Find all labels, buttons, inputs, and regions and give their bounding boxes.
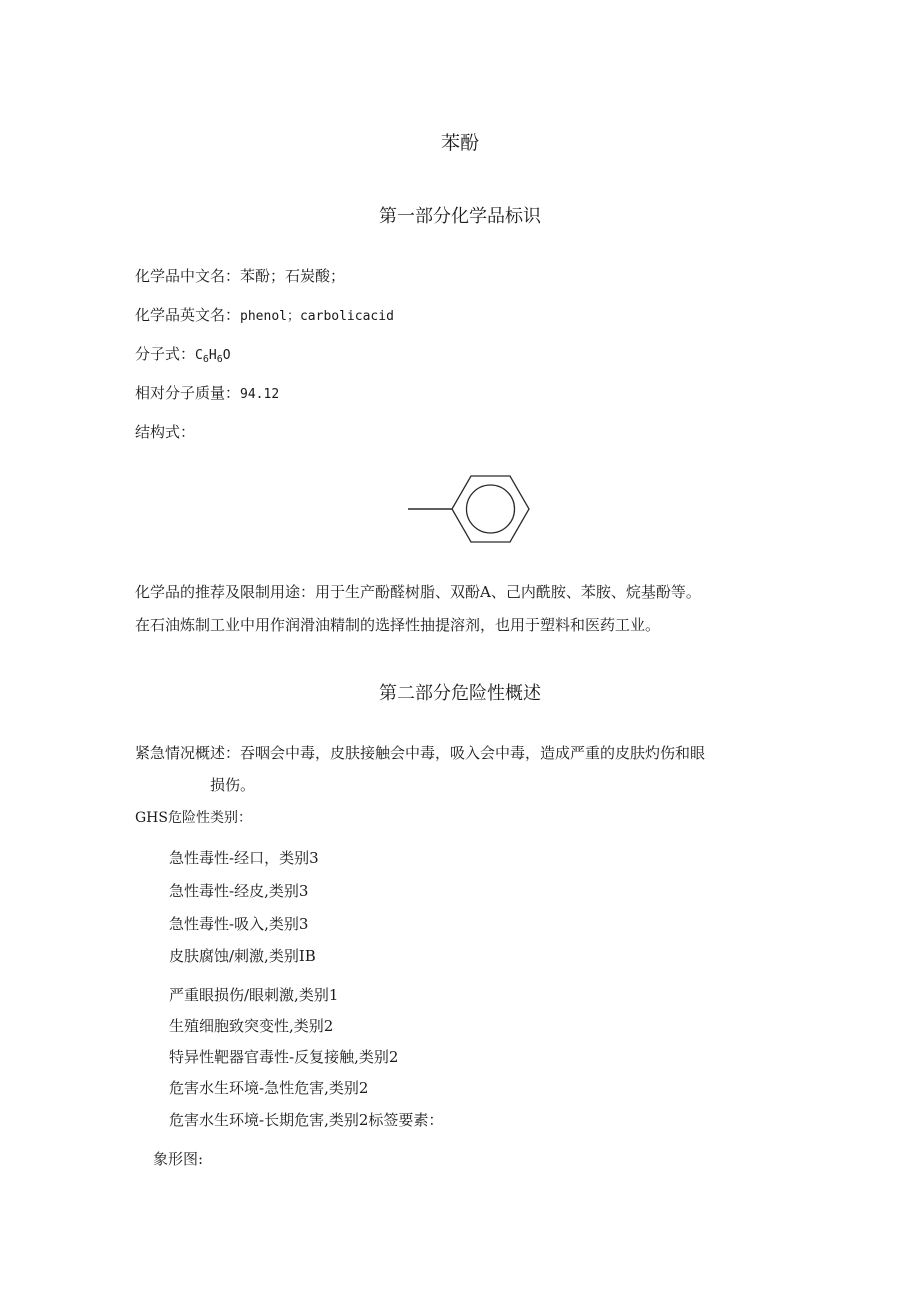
- benzene-structure-diagram: [400, 470, 530, 550]
- emergency-line-1: 紧急情况概述：吞咽会中毒，皮肤接触会中毒，吸入会中毒，造成严重的皮肤灼伤和眼: [135, 744, 706, 762]
- formula-c-sub: 6: [202, 354, 209, 365]
- pictogram-label: 象形图:: [153, 1150, 204, 1168]
- en-name-value: phenol；carbolicacid: [240, 309, 394, 324]
- mass-row: [135, 382, 279, 403]
- cn-name-label: 化学品中文名：: [135, 267, 241, 285]
- ghs-item: 严重眼损伤/眼刺激,类别1: [169, 986, 339, 1004]
- en-name-label: 化学品英文名：: [135, 306, 241, 324]
- usage-line-2: 在石油炼制工业中用作润滑油精制的选择性抽提溶剂，也用于塑料和医药工业。: [135, 616, 661, 634]
- cn-name-row: [135, 265, 345, 286]
- ghs-label: GHS危险性类别：: [135, 810, 252, 826]
- ghs-item: 急性毒性-吸入,类别3: [169, 915, 309, 933]
- mass-value: 94.12: [240, 387, 280, 402]
- usage-line-1: 化学品的推荐及限制用途：用于生产酚醛树脂、双酚A、己内酰胺、苯胺、烷基酚等。: [135, 583, 701, 601]
- en-name-row: [135, 304, 394, 325]
- formula-o: O: [222, 348, 231, 363]
- ghs-item: 危害水生环境-急性危害,类别2: [169, 1079, 369, 1097]
- formula-label: 分子式：: [135, 345, 196, 363]
- mass-label: 相对分子质量：: [135, 384, 241, 402]
- formula-row: [135, 343, 231, 365]
- document-title: 苯酚: [440, 132, 479, 154]
- aromatic-circle: [467, 485, 515, 533]
- cn-name-value: 苯酚；石炭酸；: [240, 267, 346, 285]
- ghs-item: 危害水生环境-长期危害,类别2标签要素：: [169, 1111, 444, 1129]
- ghs-item: 急性毒性-经口，类别3: [169, 849, 319, 867]
- ghs-item: 特异性靶器官毒性-反复接触,类别2: [169, 1048, 399, 1066]
- section1-heading: 第一部分化学品标识: [379, 206, 541, 227]
- ghs-item: 急性毒性-经皮,类别3: [169, 882, 309, 900]
- emergency-line-2: 损伤。: [210, 776, 256, 794]
- structure-label: 结构式：: [135, 423, 196, 441]
- ghs-item: 生殖细胞致突变性,类别2: [169, 1017, 334, 1035]
- benzene-ring: [452, 476, 529, 542]
- formula-value: [195, 348, 231, 363]
- formula-h: H: [208, 348, 217, 363]
- section2-heading: 第二部分危险性概述: [379, 683, 541, 704]
- formula-h-sub: 6: [216, 354, 223, 365]
- formula-c: C: [195, 348, 203, 363]
- ghs-item: 皮肤腐蚀/刺激,类别IB: [169, 947, 316, 965]
